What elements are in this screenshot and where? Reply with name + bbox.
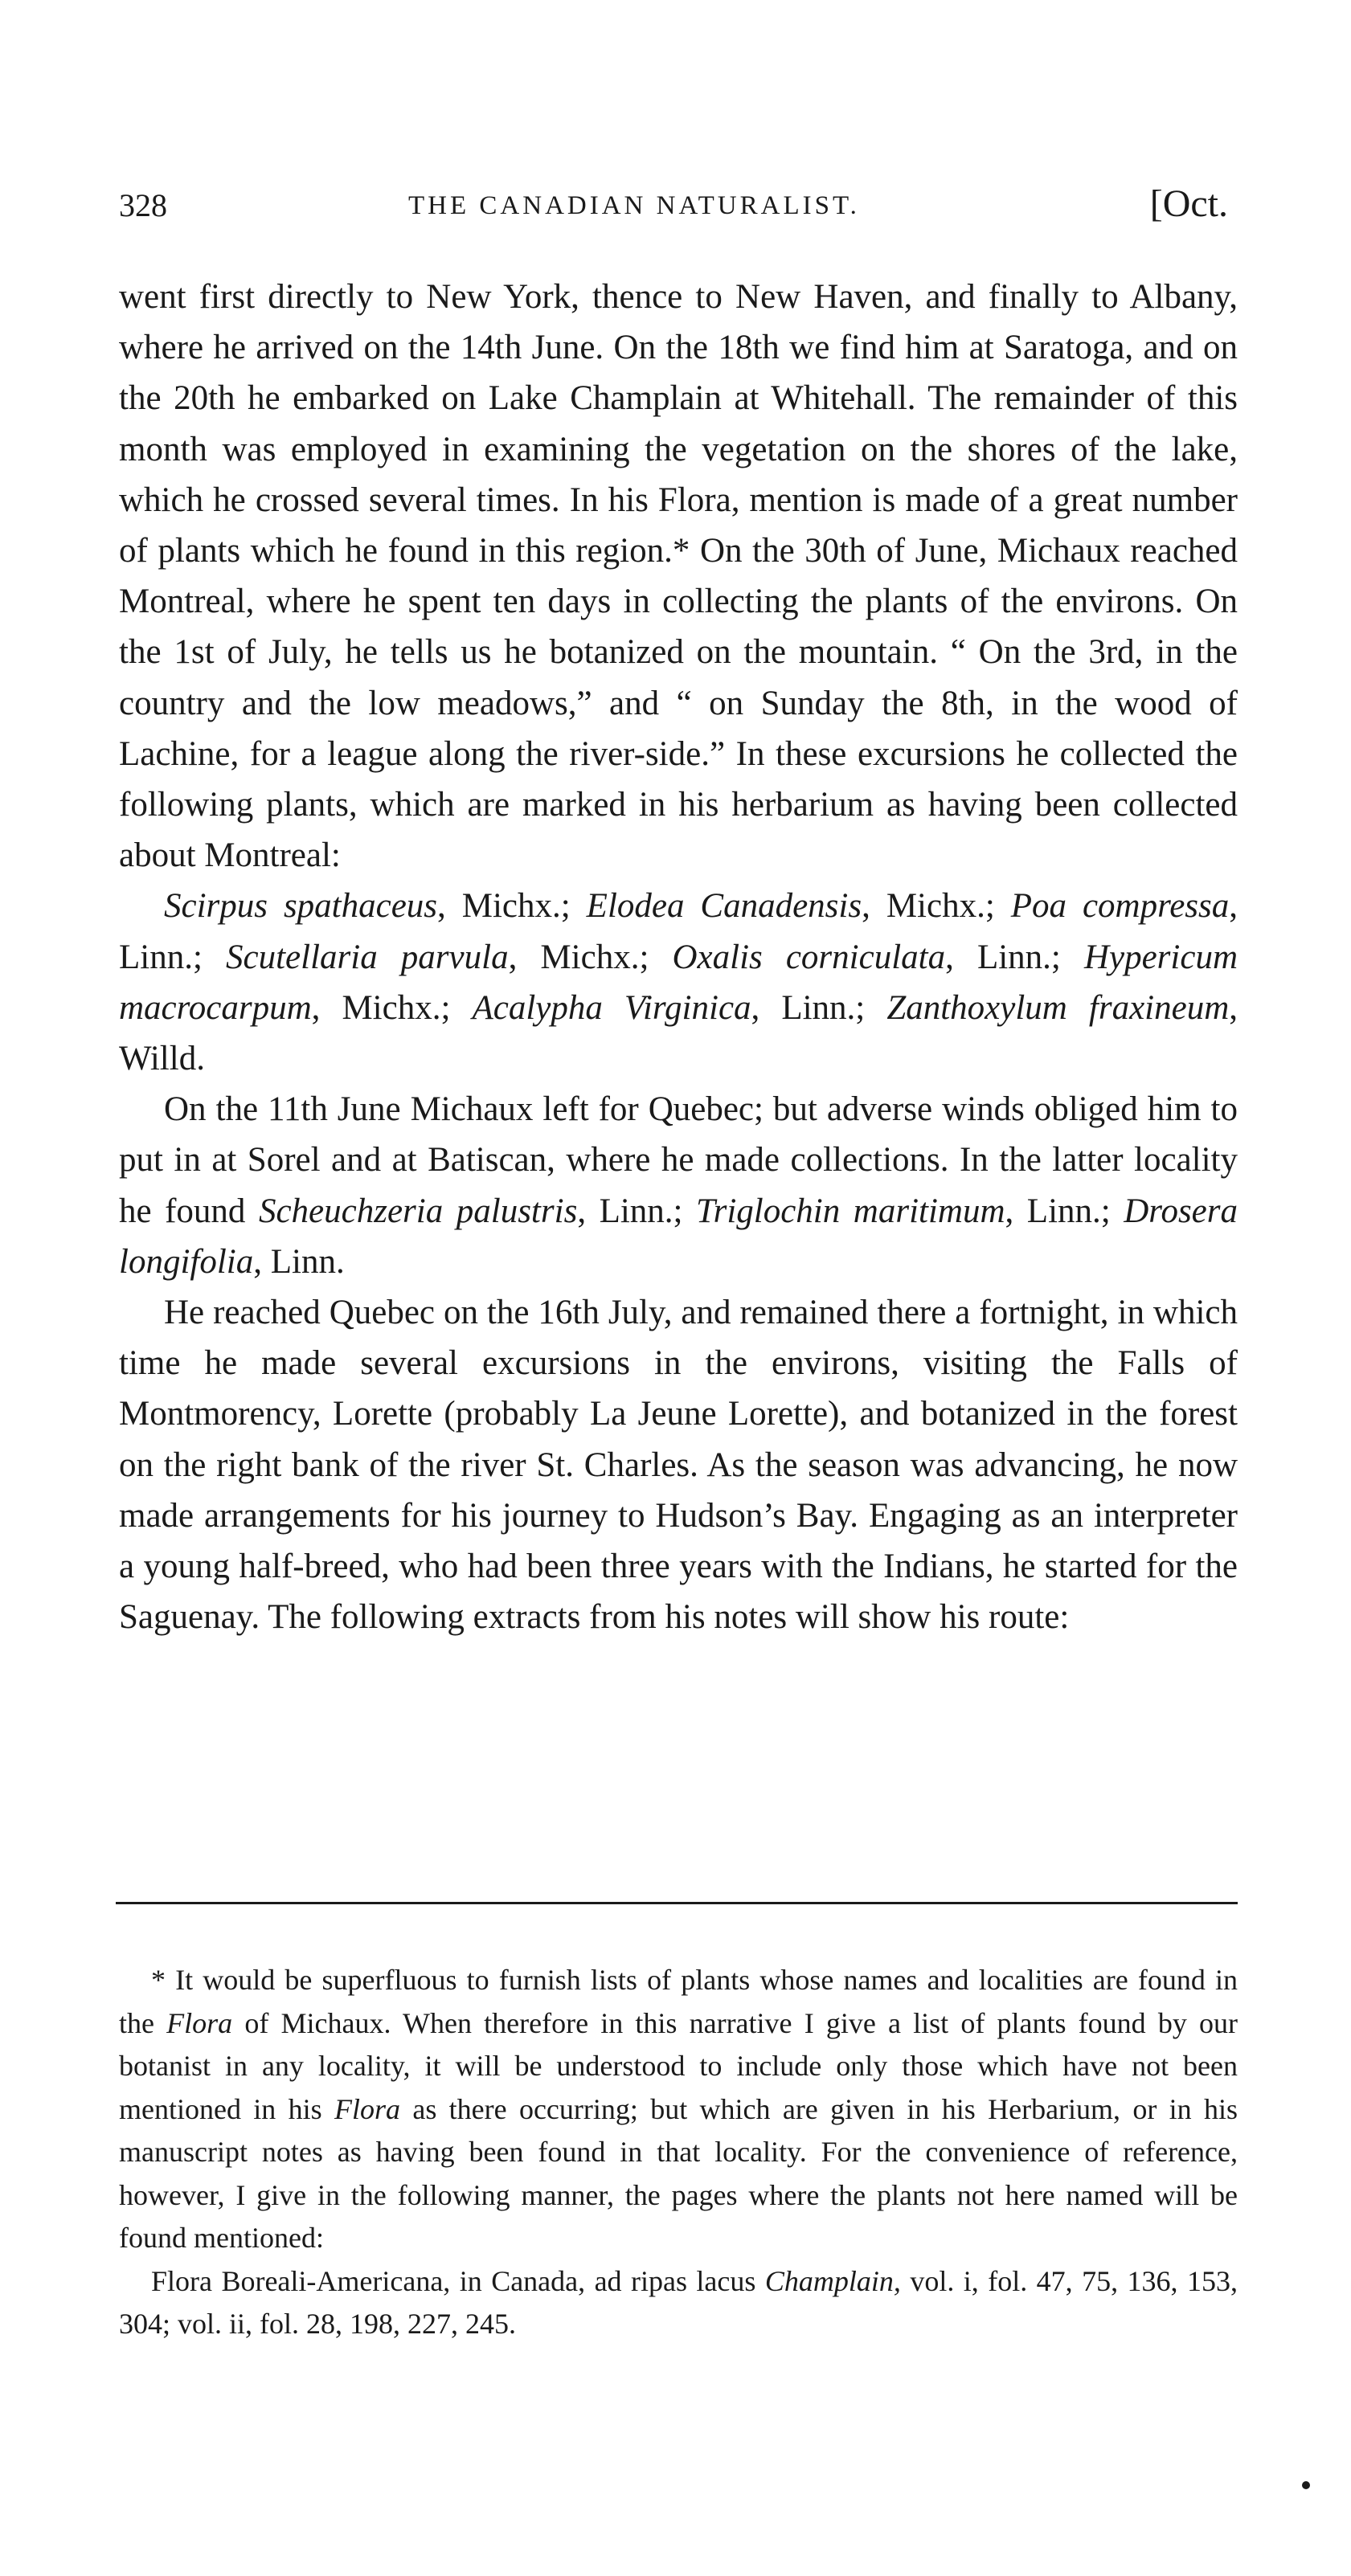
footnote-marker: * (151, 1964, 166, 1996)
plant-name: Scheuchzeria palustris (258, 1192, 578, 1230)
footnote-italic: Champlain, (764, 2264, 901, 2297)
plant-name: Hypericum macrocarpum (119, 938, 1238, 1027)
plant-author: Willd. (119, 1040, 205, 1078)
footnote-italic: Flora (334, 2092, 400, 2125)
plant-author: Linn. (270, 1242, 345, 1281)
running-header (119, 182, 1228, 243)
plant-name: Scirpus spathaceus (164, 887, 438, 926)
footnote-part: Flora Boreali-Americana, in Canada, ad ripas lacus (151, 2264, 756, 2297)
page-number: 328 (119, 187, 167, 223)
paragraph-quebec-voyage: On the 11th June Michaux left for Quebec; but adverse winds obliged him to put in at Sorel and at Batiscan, where he made collections. In the latter locality he found Scheuchzeria palustris, Linn.; Triglochin maritimum, Linn.; Drosera longifolia, Linn. (119, 1090, 1238, 1281)
paragraph-montreal-plants: Scirpus spathaceus, Michx.; Elodea Canadensis, Michx.; Poa compressa, Linn.; Scutellaria parvula, Michx.; Oxalis corniculata, Linn.; Hypericum macrocarpum, Michx.; Acalypha Virginica, Linn.; Zanthoxylum fraxineum, Willd. (119, 887, 1238, 1078)
plant-author: Michx.; (461, 887, 571, 926)
section-date: [Oct. (1149, 182, 1228, 225)
plant-author: Linn.; (781, 988, 866, 1027)
plant-author: Michx.; (886, 887, 995, 926)
plant-author: Michx.; (342, 988, 451, 1027)
footnote-part: as there occurring; but which are given in his Herbarium, or in his manuscript notes as having been found in that locality. For the convenience of reference, however, I give in the following manner, the pages where the plants not here named will be found mentioned: (119, 2092, 1238, 2254)
plant-name: Acalypha Virginica (472, 988, 751, 1027)
plant-author: Linn.; (976, 938, 1061, 976)
plant-name: Poa compressa (1010, 887, 1230, 926)
footnote-part: vol. i, fol. 47, 75, 136, 153, 304; vol. ii, fol. 28, 198, 227, 245. (119, 2264, 1238, 2340)
plant-author: Linn.; (599, 1192, 683, 1230)
plant-name: Drosera longifolia (119, 1192, 1238, 1281)
paragraph-quebec-stay: He reached Quebec on the 16th July, and remained there a fortnight, in which time he made several excursions in the environs, visiting the Falls of Montmorency, Lorette (probably La Jeune Lorette), and botanized in the forest on the right bank of the river St. Charles. As the season was advancing, he now made arrangements for his journey to Hudson’s Bay. Engaging as an interpreter a young half-breed, who had been three years with the Indians, he started for the Saguenay. The following extracts from his notes will show his route: (119, 1294, 1238, 1637)
main-text (119, 272, 1238, 1642)
plant-author: Michx.; (540, 938, 649, 976)
plant-name: Elodea Canadensis (586, 887, 862, 926)
footnote-italic: Flora (166, 2006, 233, 2039)
footnote-part: It would be superfluous to furnish lists of plants whose names and localities are found in the (119, 1964, 1238, 2039)
plant-author: Linn.; (1026, 1192, 1111, 1230)
footnote (119, 1959, 1238, 2346)
print-speck (1302, 2481, 1310, 2489)
running-title: THE CANADIAN NATURALIST. (408, 191, 860, 220)
plant-name: Scutellaria parvula (226, 938, 509, 976)
plant-name: Zanthoxylum fraxineum (886, 988, 1230, 1027)
plant-author: Linn.; (119, 938, 203, 976)
plant-name: Oxalis corniculata (672, 938, 946, 976)
paragraph-journey: went first directly to New York, thence to New Haven, and finally to Albany, where he arrived on the 14th June. On the 18th we find him at Saratoga, and on the 20th he embarked on Lake Champlain at Whitehall. The remainder of this month was employed in examining the vegetation on the shores of the lake, which he crossed several times. In his Flora, mention is made of a great number of plants which he found in this region.* On the 30th of June, Michaux reached Montreal, where he spent ten days in collecting the plants of the environs. On the 1st of July, he tells us he botanized on the mountain. “ On the 3rd, in the country and the low meadows,” and “ on Sunday the 8th, in the wood of Lachine, for a league along the river-side.” In these excursions he collected the following plants, which are marked in his herbarium as having been collected about Montreal: (119, 278, 1238, 875)
paragraph-text: On the 11th June Michaux left for Quebec; but adverse winds obliged him to put in at Sorel and at Batiscan, where he made collections. In the latter locality he found (119, 1090, 1238, 1230)
footnote-part: of Michaux. When therefore in this narrative I give a list of plants found by our botanist in any locality, it will be understood to include only those which have not been mentioned in his (119, 2006, 1238, 2125)
footnote-reference (119, 2260, 1238, 2346)
footnote-text (119, 1959, 1238, 2260)
footnote-divider (116, 1902, 1238, 1904)
plant-name: Triglochin maritimum (696, 1192, 1005, 1230)
